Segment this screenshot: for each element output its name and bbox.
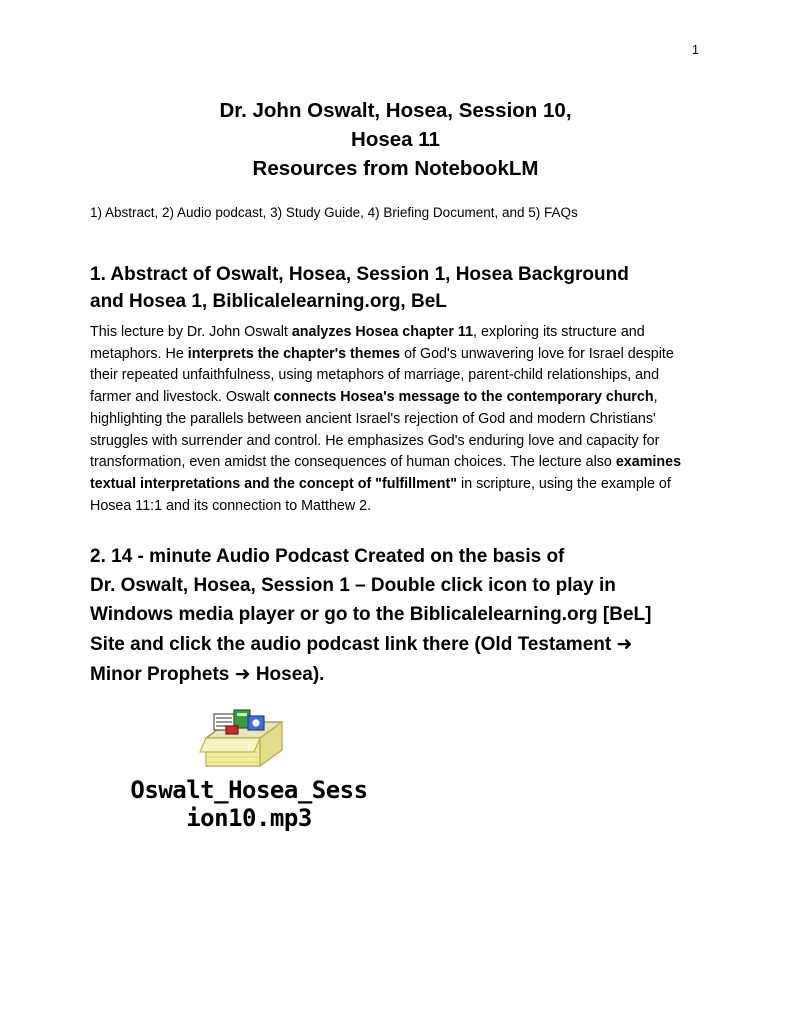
- section-2-heading-line-2: Dr. Oswalt, Hosea, Session 1 – Double click icon to play in: [90, 575, 616, 597]
- abstract-bold-3: connects Hosea's message to the contemporary church: [273, 389, 654, 406]
- abstract-text-2: , exploring its structure and metaphors. He: [90, 323, 645, 362]
- section-2-heading-line-5: [90, 660, 701, 690]
- audio-attachment[interactable]: [90, 690, 701, 833]
- page-title: [90, 40, 701, 183]
- attachment-filename: [84, 776, 414, 833]
- section-2-heading: [90, 517, 701, 689]
- title-line-2: Hosea 11: [351, 128, 440, 152]
- media-package-icon[interactable]: [198, 708, 290, 774]
- section-2-heading-line-3: Windows media player or go to the Biblicalelearning.org [BeL]: [90, 604, 652, 626]
- title-line-3: Resources from NotebookLM: [252, 157, 539, 181]
- abstract-text-5: in scripture, using the example of Hosea 11:1 and its connection to Matthew 2.: [90, 476, 671, 514]
- attachment-filename-line-1: Oswalt_Hosea_Sess: [130, 775, 368, 804]
- page-number: 1: [692, 43, 699, 57]
- arrow-right-icon-2: ➜: [234, 662, 251, 685]
- section-2-line-5-text-b: Hosea).: [250, 663, 325, 685]
- arrow-right-icon: ➜: [616, 633, 633, 656]
- abstract-bold-1: analyzes Hosea chapter 11: [291, 323, 474, 340]
- section-1-heading-line-2: and Hosea 1, Biblicalelearning.org, BeL: [90, 291, 447, 313]
- abstract-bold-2: interprets the chapter's themes: [187, 345, 401, 362]
- resource-list-subtitle: 1) Abstract, 2) Audio podcast, 3) Study Guide, 4) Briefing Document, and 5) FAQs: [90, 205, 578, 221]
- section-1-abstract-text: [90, 316, 701, 517]
- abstract-text-1: This lecture by Dr. John Oswalt: [90, 323, 292, 340]
- section-1-heading: [90, 223, 701, 316]
- section-2-line-4-text: Site and click the audio podcast link there (Old Testament: [90, 634, 617, 656]
- abstract-text-3: of God's unwavering love for Israel despite their repeated unfaithfulness, using metaphors of marriage, parent-child relationships, and farmer and livestock. Oswalt: [90, 345, 674, 406]
- attachment-filename-line-2: ion10.mp3: [186, 804, 312, 833]
- abstract-text-4: , highlighting the parallels between ancient Israel's rejection of God and modern Christians' struggles with surrender and control. He emphasizes God's enduring love and capacity for transformation, even amidst the consequences of human choices. The lecture also: [90, 389, 660, 471]
- section-2-heading-line-4: [90, 630, 701, 660]
- section-2-line-5-text-a: Minor Prophets: [90, 663, 235, 685]
- abstract-bold-4: examines textual interpretations and the concept of "fulfillment": [90, 454, 682, 493]
- title-line-1: Dr. John Oswalt, Hosea, Session 10,: [219, 99, 572, 122]
- section-1-heading-line-1: 1. Abstract of Oswalt, Hosea, Session 1, Hosea Background: [90, 263, 629, 285]
- section-2-heading-line-1: 2. 14 - minute Audio Podcast Created on the basis of: [90, 546, 565, 568]
